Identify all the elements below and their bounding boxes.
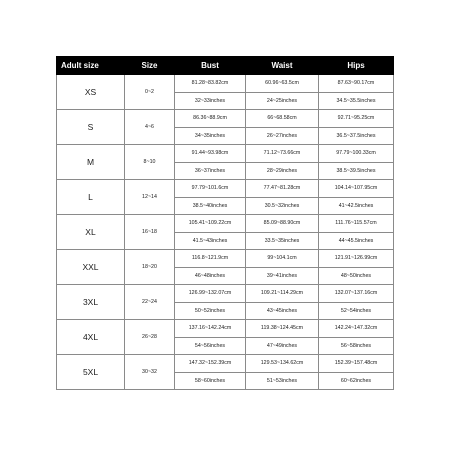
bust-inch-cell: 38.5~40inches: [175, 197, 246, 215]
size-chart-table: [56, 56, 394, 390]
bust-inch-cell: 46~48inches: [175, 267, 246, 285]
bust-cm-cell: 86.36~88.9cm: [175, 110, 246, 128]
hips-cm-cell: 111.76~115.57cm: [319, 215, 394, 233]
header-waist: Waist: [246, 57, 319, 75]
hips-inch-cell: 34.5~35.5inches: [319, 92, 394, 110]
header-bust: Bust: [175, 57, 246, 75]
hips-inch-cell: 38.5~39.5inches: [319, 162, 394, 180]
waist-cm-cell: 119.38~124.45cm: [246, 320, 319, 338]
table-row: [57, 110, 394, 128]
size-range-cell: 0~2: [125, 75, 175, 110]
size-label-cell: S: [57, 110, 125, 145]
hips-cm-cell: 152.39~157.48cm: [319, 355, 394, 373]
size-label-cell: 5XL: [57, 355, 125, 390]
hips-inch-cell: 44~45.5inches: [319, 232, 394, 250]
hips-cm-cell: 92.71~95.25cm: [319, 110, 394, 128]
waist-cm-cell: 77.47~81.28cm: [246, 180, 319, 198]
header-hips: Hips: [319, 57, 394, 75]
waist-cm-cell: 66~68.58cm: [246, 110, 319, 128]
hips-inch-cell: 48~50inches: [319, 267, 394, 285]
size-range-cell: 26~28: [125, 320, 175, 355]
waist-cm-cell: 129.53~134.62cm: [246, 355, 319, 373]
waist-inch-cell: 51~53inches: [246, 372, 319, 390]
hips-cm-cell: 142.24~147.32cm: [319, 320, 394, 338]
table-row: [57, 145, 394, 163]
size-label-cell: XXL: [57, 250, 125, 285]
bust-cm-cell: 137.16~142.24cm: [175, 320, 246, 338]
bust-cm-cell: 126.99~132.07cm: [175, 285, 246, 303]
size-range-cell: 8~10: [125, 145, 175, 180]
size-range-cell: 16~18: [125, 215, 175, 250]
size-label-cell: M: [57, 145, 125, 180]
bust-inch-cell: 50~52inches: [175, 302, 246, 320]
hips-cm-cell: 132.07~137.16cm: [319, 285, 394, 303]
table-row: [57, 180, 394, 198]
bust-cm-cell: 81.28~83.82cm: [175, 75, 246, 93]
table-header: [57, 57, 394, 75]
hips-cm-cell: 104.14~107.95cm: [319, 180, 394, 198]
waist-cm-cell: 99~104.1cm: [246, 250, 319, 268]
bust-cm-cell: 91.44~93.98cm: [175, 145, 246, 163]
size-label-cell: XL: [57, 215, 125, 250]
waist-inch-cell: 43~45inches: [246, 302, 319, 320]
bust-cm-cell: 105.41~109.22cm: [175, 215, 246, 233]
hips-inch-cell: 52~54inches: [319, 302, 394, 320]
hips-cm-cell: 87.63~90.17cm: [319, 75, 394, 93]
waist-inch-cell: 24~25inches: [246, 92, 319, 110]
waist-cm-cell: 109.21~114.29cm: [246, 285, 319, 303]
size-range-cell: 12~14: [125, 180, 175, 215]
bust-inch-cell: 58~60inches: [175, 372, 246, 390]
bust-cm-cell: 97.79~101.6cm: [175, 180, 246, 198]
waist-cm-cell: 85.09~88.90cm: [246, 215, 319, 233]
table-row: [57, 285, 394, 303]
bust-inch-cell: 54~56inches: [175, 337, 246, 355]
hips-inch-cell: 60~62inches: [319, 372, 394, 390]
size-label-cell: 3XL: [57, 285, 125, 320]
hips-inch-cell: 56~58inches: [319, 337, 394, 355]
table-row: [57, 355, 394, 373]
bust-inch-cell: 34~35inches: [175, 127, 246, 145]
waist-inch-cell: 47~49inches: [246, 337, 319, 355]
waist-cm-cell: 71.12~73.66cm: [246, 145, 319, 163]
waist-inch-cell: 33.5~35inches: [246, 232, 319, 250]
table-row: [57, 250, 394, 268]
hips-inch-cell: 41~42.5inches: [319, 197, 394, 215]
bust-inch-cell: 36~37inches: [175, 162, 246, 180]
table-body: [57, 75, 394, 390]
size-range-cell: 4~6: [125, 110, 175, 145]
table-row: [57, 215, 394, 233]
size-range-cell: 30~32: [125, 355, 175, 390]
waist-cm-cell: 60.96~63.5cm: [246, 75, 319, 93]
waist-inch-cell: 39~41inches: [246, 267, 319, 285]
size-range-cell: 22~24: [125, 285, 175, 320]
size-label-cell: 4XL: [57, 320, 125, 355]
waist-inch-cell: 30.5~32inches: [246, 197, 319, 215]
table-row: [57, 75, 394, 93]
size-range-cell: 18~20: [125, 250, 175, 285]
hips-cm-cell: 97.79~100.33cm: [319, 145, 394, 163]
bust-cm-cell: 116.8~121.9cm: [175, 250, 246, 268]
waist-inch-cell: 26~27inches: [246, 127, 319, 145]
bust-inch-cell: 32~33inches: [175, 92, 246, 110]
table-row: [57, 320, 394, 338]
header-row: [57, 57, 394, 75]
waist-inch-cell: 28~29inches: [246, 162, 319, 180]
bust-inch-cell: 41.5~43inches: [175, 232, 246, 250]
header-size: Size: [125, 57, 175, 75]
size-label-cell: XS: [57, 75, 125, 110]
hips-inch-cell: 36.5~37.5inches: [319, 127, 394, 145]
header-adult-size: Adult size: [57, 57, 125, 75]
hips-cm-cell: 121.91~126.99cm: [319, 250, 394, 268]
size-label-cell: L: [57, 180, 125, 215]
bust-cm-cell: 147.32~152.39cm: [175, 355, 246, 373]
